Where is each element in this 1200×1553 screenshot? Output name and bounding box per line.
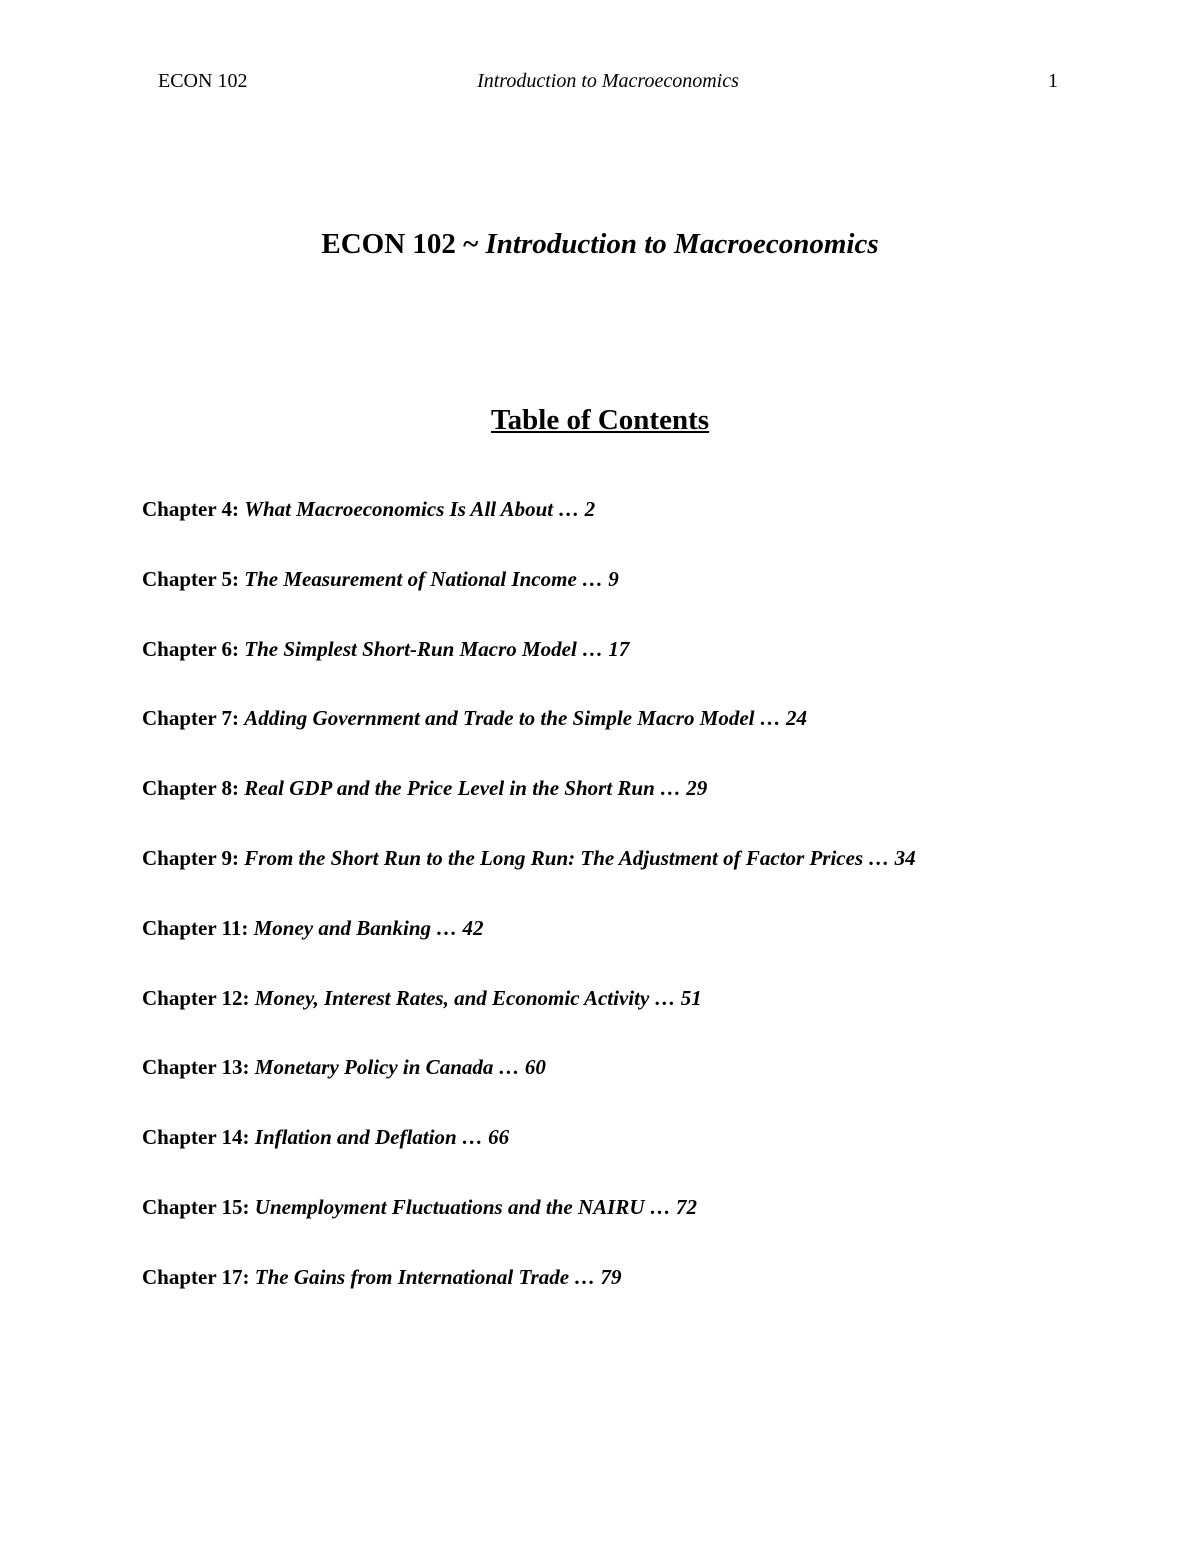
toc-item (142, 706, 1142, 776)
toc-chapter-label: Chapter 14: (142, 1125, 250, 1150)
document-title (0, 228, 1200, 261)
toc-chapter-label: Chapter 12: (142, 985, 250, 1010)
toc-chapter-label: Chapter 5: (142, 566, 240, 591)
toc-chapter-title: From the Short Run to the Long Run: The Adjustment of Factor Prices … 34 (244, 845, 916, 870)
toc-chapter-title: The Simplest Short-Run Macro Model … 17 (244, 636, 630, 661)
toc-heading: Table of Contents (490, 404, 710, 436)
toc-chapter-label: Chapter 17: (142, 1264, 250, 1289)
toc-item (142, 567, 1142, 637)
document-title-prefix: ECON 102 ~ (321, 228, 486, 260)
toc-item (142, 916, 1142, 986)
toc-item (142, 1195, 1142, 1265)
toc-chapter-title: Real GDP and the Price Level in the Short Run … 29 (244, 776, 708, 801)
toc-chapter-title: What Macroeconomics Is All About … 2 (244, 497, 596, 521)
toc-chapter-title: Adding Government and Trade to the Simple Macro Model … 24 (244, 706, 808, 731)
header-course-code: ECON 102 (158, 70, 248, 92)
toc-item (142, 637, 1142, 707)
toc-chapter-label: Chapter 9: (142, 845, 240, 870)
toc-item (142, 1265, 1142, 1335)
toc-chapter-title: Inflation and Deflation … 66 (254, 1125, 510, 1150)
toc-item (142, 846, 1142, 916)
toc-chapter-label: Chapter 7: (142, 706, 240, 731)
toc-item (142, 986, 1142, 1056)
toc-chapter-label: Chapter 11: (142, 915, 249, 940)
toc-chapter-label: Chapter 15: (142, 1194, 250, 1219)
toc-item (142, 776, 1142, 846)
toc-item (142, 1125, 1142, 1195)
toc-chapter-label: Chapter 8: (142, 776, 240, 801)
toc-chapter-label: Chapter 13: (142, 1055, 250, 1080)
document-title-subtitle: Introduction to Macroeconomics (485, 228, 879, 260)
toc-chapter-title: The Gains from International Trade … 79 (254, 1264, 622, 1289)
toc-chapter-label: Chapter 4: (142, 497, 240, 521)
toc-chapter-title: Money, Interest Rates, and Economic Activity … 51 (254, 985, 702, 1010)
toc-chapter-title: The Measurement of National Income … 9 (244, 566, 619, 591)
toc-item (142, 497, 1142, 567)
toc-chapter-label: Chapter 6: (142, 636, 240, 661)
header-page-number: 1 (1048, 70, 1058, 92)
toc-chapter-title: Money and Banking … 42 (253, 915, 484, 940)
toc-chapter-title: Unemployment Fluctuations and the NAIRU … 72 (254, 1194, 698, 1219)
running-header (158, 70, 1058, 100)
toc-chapter-title: Monetary Policy in Canada … 60 (254, 1055, 546, 1080)
toc-list (142, 497, 1142, 1335)
toc-item (142, 1055, 1142, 1125)
header-course-name: Introduction to Macroeconomics (477, 70, 739, 92)
